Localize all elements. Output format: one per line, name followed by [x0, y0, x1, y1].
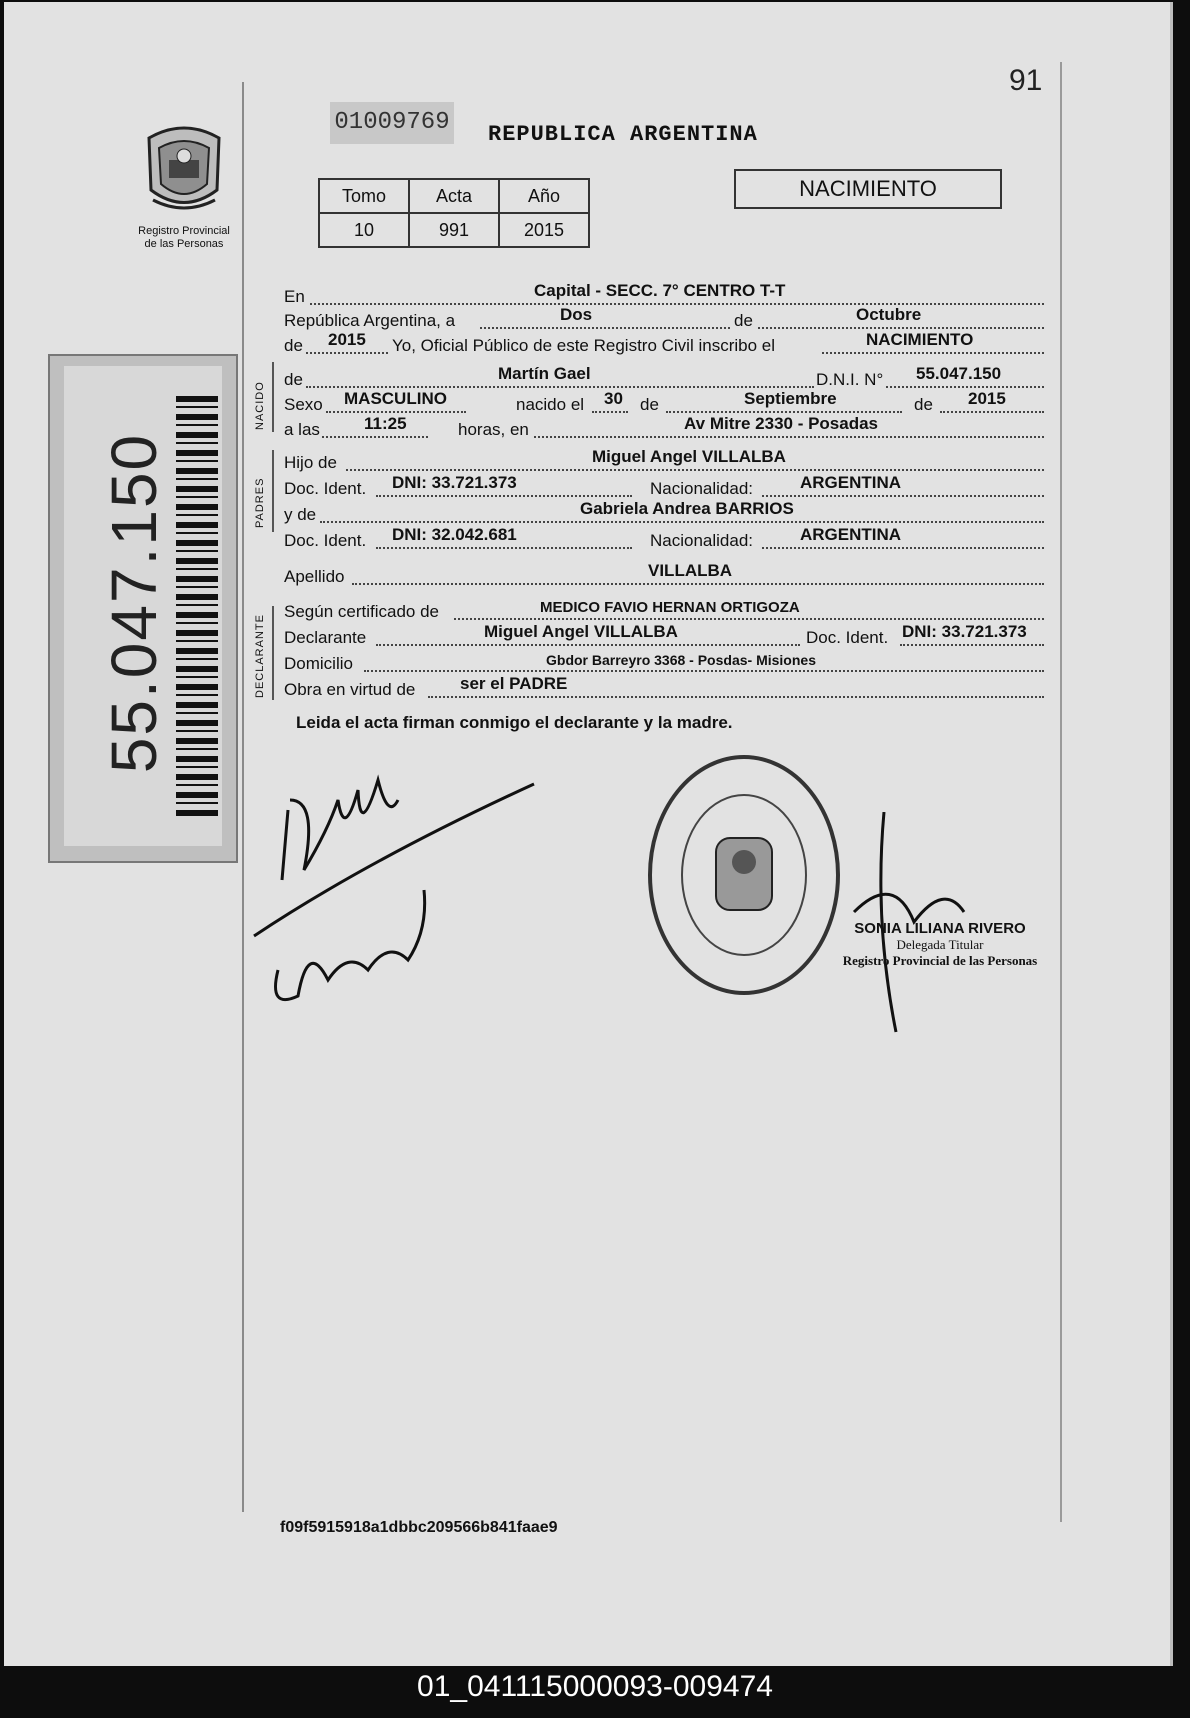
page-number: 91: [1009, 64, 1043, 97]
label-nacionalidad: Nacionalidad:: [650, 531, 754, 550]
dotted-line: [376, 546, 632, 549]
row-name: [284, 366, 1044, 390]
row-republica: [284, 307, 1044, 331]
misiones-crest-icon: [139, 120, 229, 220]
row-declarante: [284, 624, 1044, 648]
value-birth-month: Septiembre: [744, 389, 837, 408]
row-time-place: [284, 416, 1044, 440]
official-title: Delegada Titular: [896, 937, 984, 952]
row-sexo: [284, 391, 1044, 415]
dotted-line: [534, 435, 1044, 438]
label-horas: horas, en: [458, 420, 529, 439]
dotted-line: [762, 546, 1044, 549]
dotted-line: [326, 410, 466, 413]
value-birth-day: 30: [604, 389, 623, 408]
section-divider: [272, 362, 274, 432]
dotted-line: [364, 669, 1044, 672]
label-de: de: [640, 395, 659, 414]
row-domicilio: [284, 650, 1044, 674]
dotted-line: [428, 695, 1044, 698]
value-mother-nationality: ARGENTINA: [800, 525, 902, 544]
row-apellido: [284, 563, 1044, 587]
dotted-line: [306, 351, 388, 354]
left-margin-line: [242, 82, 244, 1512]
value-tomo: 10: [319, 213, 409, 247]
official-stamp: [830, 920, 1050, 969]
header-tomo: Tomo: [319, 179, 409, 213]
label-nacido: nacido el: [516, 395, 585, 414]
value-birth-time: 11:25: [364, 414, 407, 433]
closing-statement: Leida el acta firman conmigo el declarante y la madre.: [296, 713, 733, 732]
dotted-line: [322, 435, 428, 438]
dotted-line: [886, 385, 1044, 388]
section-label-nacido: NACIDO: [254, 381, 266, 430]
dotted-line: [666, 410, 902, 413]
value-day: Dos: [560, 305, 593, 324]
dotted-line: [306, 385, 814, 388]
dotted-line: [346, 468, 1044, 471]
value-mother-name: Gabriela Andrea BARRIOS: [580, 499, 794, 518]
dotted-line: [320, 520, 1044, 523]
value-certificado: MEDICO FAVIO HERNAN ORTIGOZA: [540, 599, 800, 616]
barcode-number: 55.047.150: [98, 432, 170, 774]
label-sexo: Sexo: [284, 395, 323, 414]
row-oficial: [284, 332, 1044, 356]
value-ano: 2015: [499, 213, 589, 247]
barcode-bars-icon: [176, 396, 218, 816]
registry-table-header-row: [319, 179, 589, 213]
value-child-name: Martín Gael: [498, 364, 591, 383]
dotted-line: [900, 643, 1044, 646]
image-identifier: 01_041115000093-009474: [417, 1670, 773, 1703]
value-en: Capital - SECC. 7° CENTRO T-T: [534, 281, 786, 300]
dotted-line: [310, 302, 1044, 305]
value-sexo: MASCULINO: [344, 389, 447, 408]
value-father-nationality: ARGENTINA: [800, 473, 902, 492]
dotted-line: [376, 494, 632, 497]
section-divider: [272, 450, 274, 532]
row-mother-doc: [284, 527, 1044, 551]
label-de: de: [284, 370, 303, 389]
header-acta: Acta: [409, 179, 499, 213]
value-inscribo: NACIMIENTO: [866, 330, 974, 349]
label-domicilio: Domicilio: [284, 654, 353, 673]
barcode-panel: [64, 366, 222, 846]
value-father-name: Miguel Angel VILLALBA: [592, 447, 786, 466]
crest-label-line2: de las Personas: [144, 238, 224, 250]
value-birth-year: 2015: [968, 389, 1006, 408]
label-doc: Doc. Ident.: [284, 479, 367, 498]
dotted-line: [454, 617, 1044, 620]
row-mother-name: [284, 501, 1044, 525]
dotted-line: [592, 410, 628, 413]
label-obra: Obra en virtud de: [284, 680, 416, 699]
label-republica: República Argentina, a: [284, 311, 456, 330]
registry-table: [318, 178, 590, 248]
label-en: En: [284, 287, 305, 306]
official-name: SONIA LILIANA RIVERO: [854, 920, 1026, 937]
dotted-line: [822, 351, 1044, 354]
country-title: REPUBLICA ARGENTINA: [488, 122, 758, 147]
label-doc: Doc. Ident.: [806, 628, 889, 647]
label-declarante: Declarante: [284, 628, 367, 647]
row-certificado: [284, 598, 1044, 622]
label-apellido: Apellido: [284, 567, 345, 586]
value-month: Octubre: [856, 305, 922, 324]
value-domicilio: Gbdor Barreyro 3368 - Posdas- Misiones: [546, 652, 816, 668]
label-dni: D.N.I. N°: [816, 370, 884, 389]
official-office: Registro Provincial de las Personas: [842, 953, 1038, 968]
section-label-padres: PADRES: [254, 477, 266, 528]
row-father-name: [284, 449, 1044, 473]
label-doc: Doc. Ident.: [284, 531, 367, 550]
row-obra: [284, 676, 1044, 700]
value-acta: 991: [409, 213, 499, 247]
dotted-line: [758, 326, 1044, 329]
dotted-line: [940, 410, 1044, 413]
value-birth-place: Av Mitre 2330 - Posadas: [684, 414, 879, 433]
label-de: de: [284, 336, 303, 355]
registry-table-value-row: [319, 213, 589, 247]
value-obra: ser el PADRE: [460, 674, 568, 693]
provincial-crest: [114, 120, 254, 251]
record-type-box: NACIMIENTO: [734, 169, 1002, 209]
label-alas: a las: [284, 420, 320, 439]
official-seal-icon: [644, 750, 844, 1000]
serial-number: 01009769: [330, 102, 454, 144]
value-father-doc: DNI: 33.721.373: [392, 473, 517, 492]
value-apellido: VILLALBA: [648, 561, 733, 580]
row-father-doc: [284, 475, 1044, 499]
dotted-line: [352, 582, 1044, 585]
barcode-label: [48, 354, 238, 863]
label-nacionalidad: Nacionalidad:: [650, 479, 754, 498]
dotted-line: [762, 494, 1044, 497]
header-ano: Año: [499, 179, 589, 213]
label-yde: y de: [284, 505, 317, 524]
label-oficial: Yo, Oficial Público de este Registro Civil inscribo el: [392, 336, 775, 355]
certificate-page: [4, 2, 1173, 1666]
value-declarante: Miguel Angel VILLALBA: [484, 622, 678, 641]
value-year: 2015: [328, 330, 366, 349]
row-en: [284, 283, 1044, 307]
section-divider: [272, 606, 274, 700]
dotted-line: [376, 643, 800, 646]
document-hash: f09f5915918a1dbbc209566b841faae9: [280, 1519, 558, 1536]
crest-label-line1: Registro Provincial: [138, 225, 230, 237]
label-de: de: [734, 311, 753, 330]
value-declarante-doc: DNI: 33.721.373: [902, 622, 1027, 641]
declarant-signatures: [248, 740, 548, 1020]
label-de: de: [914, 395, 933, 414]
dotted-line: [480, 326, 730, 329]
label-certificado: Según certificado de: [284, 602, 439, 621]
label-hijo: Hijo de: [284, 453, 337, 472]
right-margin-line: [1060, 62, 1062, 1522]
value-dni: 55.047.150: [916, 364, 1002, 383]
section-label-declarante: DECLARANTE: [254, 614, 266, 698]
value-mother-doc: DNI: 32.042.681: [392, 525, 517, 544]
